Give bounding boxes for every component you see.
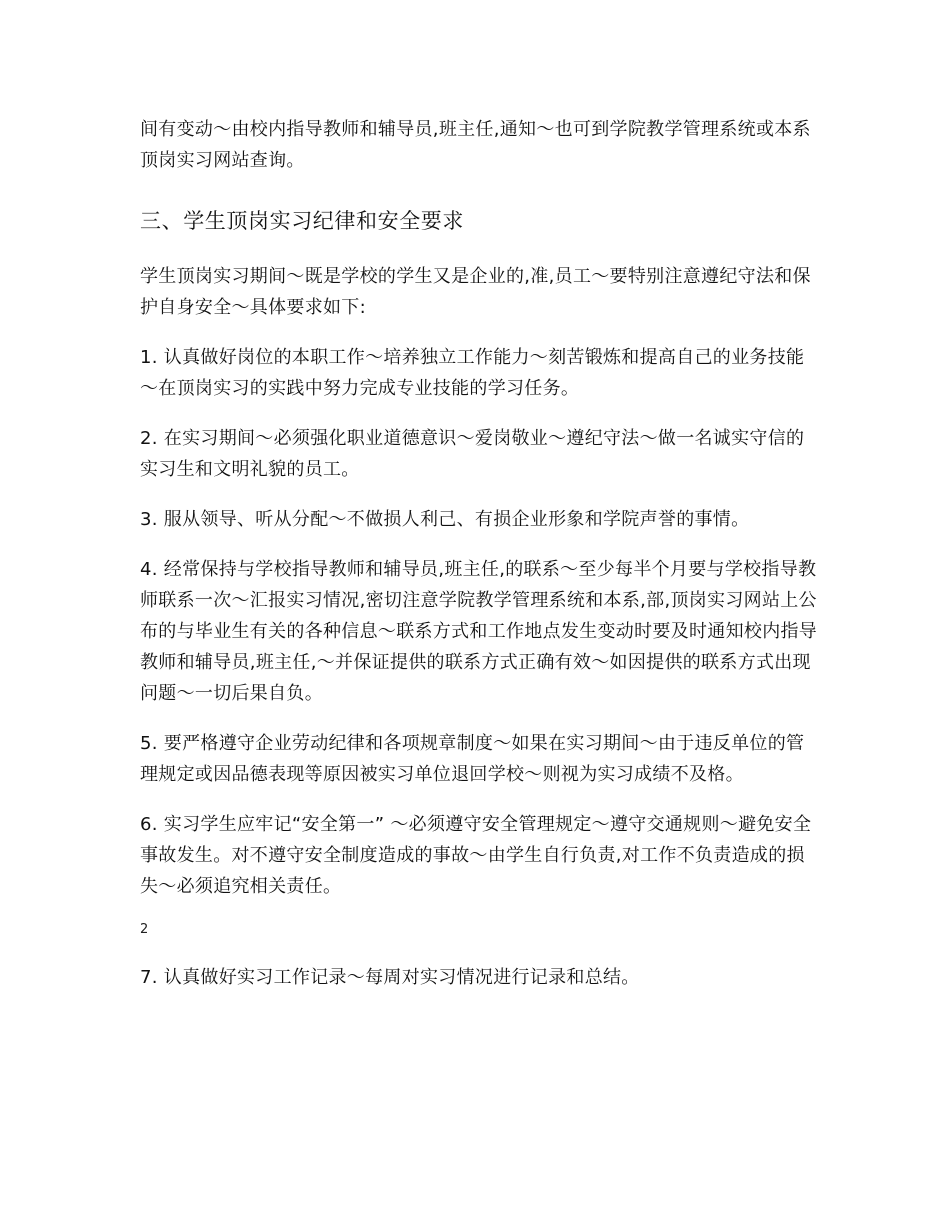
list-item-7: 7. 认真做好实习工作记录～每周对实习情况进行记录和总结。 <box>140 967 640 988</box>
list-item-6: 6. 实习学生应牢记“安全第一” ～必须遵守安全管理规定～遵守交通规则～避免安全事故发生。对不遵守安全制度造成的事故～由学生自行负责,对工作不负责造成的损失～必须追究相关责任。 <box>140 814 812 897</box>
page-number: 2 <box>140 922 149 937</box>
intro-continuation-paragraph: 间有变动～由校内指导教师和辅导员,班主任,通知～也可到学院教学管理系统或本系顶岗实习网站查询。 <box>140 119 811 171</box>
document-body <box>140 114 820 1012</box>
list-item-5: 5. 要严格遵守企业劳动纪律和各项规章制度～如果在实习期间～由于违反单位的管理规定或因品德表现等原因被实习单位退回学校～则视为实习成绩不及格。 <box>140 733 805 785</box>
list-item-3: 3. 服从领导、听从分配～不做损人利己、有损企业形象和学院声誉的事情。 <box>140 509 750 530</box>
list-item-4: 4. 经常保持与学校指导教师和辅导员,班主任,的联系～至少每半个月要与学校指导教师联系一次～汇报实习情况,密切注意学院教学管理系统和本系,部,顶岗实习网站上公布的与毕业生有关的各种信息～联系方式和工作地点发生变动时要及时通知校内指导教师和辅导员,班主任,～并保证提供的联系方式正确有效～如因提供的联系方式出现问题～一切后果自负。 <box>140 559 818 704</box>
section-heading: 三、学生顶岗实习纪律和安全要求 <box>140 209 464 233</box>
section-intro-paragraph: 学生顶岗实习期间～既是学校的学生又是企业的,准,员工～要特别注意遵纪守法和保护自身安全～具体要求如下: <box>140 266 811 318</box>
list-item-1: 1. 认真做好岗位的本职工作～培养独立工作能力～刻苦锻炼和提高自己的业务技能～在顶岗实习的实践中努力完成专业技能的学习任务。 <box>140 347 805 399</box>
list-item-2: 2. 在实习期间～必须强化职业道德意识～爱岗敬业～遵纪守法～做一名诚实守信的实习生和文明礼貌的员工。 <box>140 428 805 480</box>
